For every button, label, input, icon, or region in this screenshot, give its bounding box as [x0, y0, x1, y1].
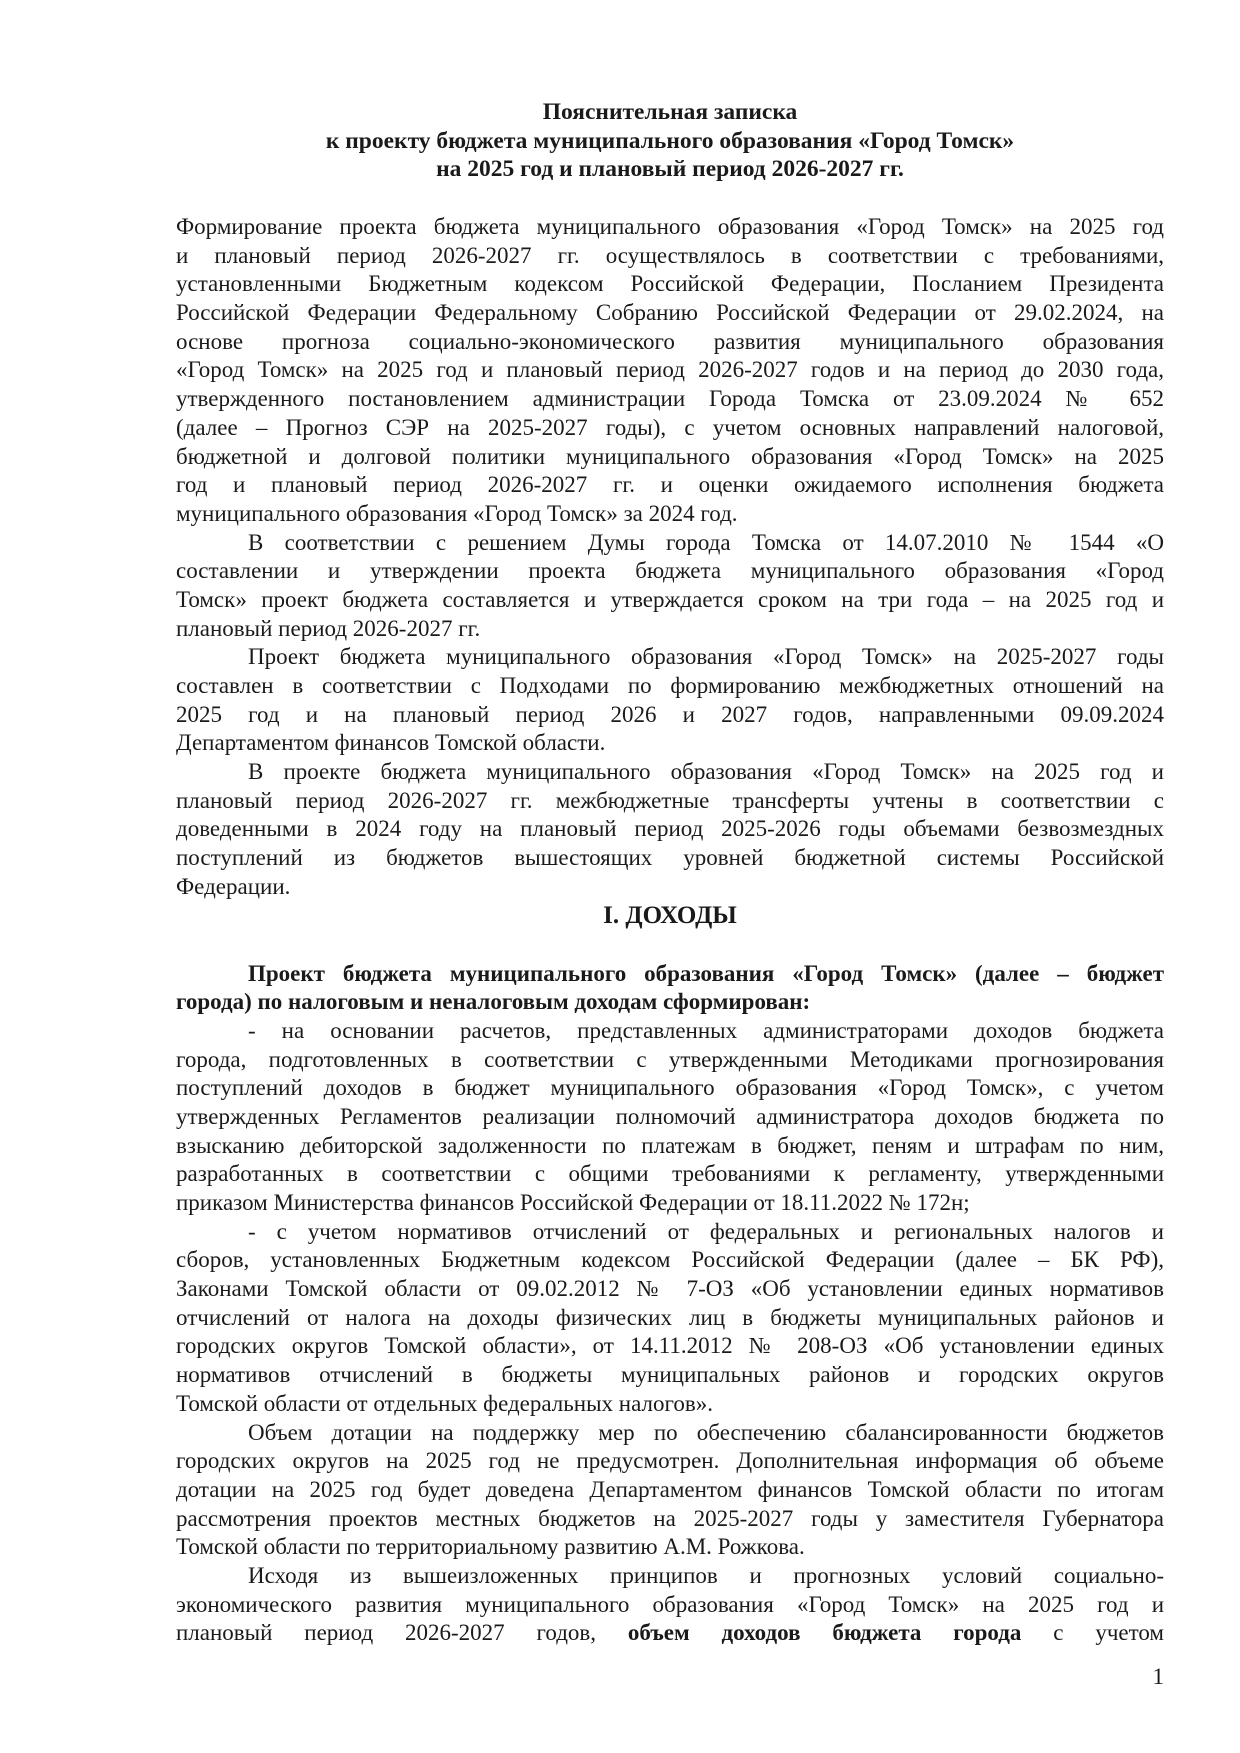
text-line: Объем дотации на поддержку мер по обеспечению сбалансированности бюджетов [248, 1419, 1164, 1445]
text-line [176, 1619, 1164, 1648]
text-line: города) по налоговым и неналоговым доходам сформирован: [176, 989, 811, 1015]
text-line: экономического развития муниципального образования «Город Томск» на 2025 год и [176, 1591, 1164, 1617]
text-line: городских округов Томской области», от 14.11.2012 № 208-ОЗ «Об установлении единых [176, 1333, 1164, 1359]
text-line: (далее – Прогноз СЭР на 2025-2027 годы), с учетом основных направлений налоговой, [176, 414, 1164, 440]
text-line: плановый период 2026-2027 гг. [176, 615, 481, 641]
text-line: утвержденных Регламентов реализации полномочий администратора доходов бюджета по [176, 1103, 1164, 1129]
text-line: рассмотрения проектов местных бюджетов на 2025-2027 годы у заместителя Губернатора [176, 1505, 1164, 1531]
text-line: Российской Федерации Федеральному Собранию Российской Федерации от 29.02.2024, на [176, 300, 1164, 326]
text-line: Формирование проекта бюджета муниципального образования «Город Томск» на 2025 год [176, 214, 1164, 239]
text-line: установленными Бюджетным кодексом Российской Федерации, Посланием Президента [176, 271, 1164, 297]
text-line: города, подготовленных в соответствии с утвержденными Методиками прогнозирования [176, 1046, 1164, 1072]
text-line: утвержденного постановлением администрации Города Томска от 23.09.2024 № 652 [176, 386, 1164, 412]
text-line: В проекте бюджета муниципального образования «Город Томск» на 2025 год и [248, 759, 1164, 785]
paragraph [176, 960, 1164, 1017]
text-line: год и плановый период 2026-2027 гг. и оценки ожидаемого исполнения бюджета [176, 472, 1164, 498]
text-line: отчислений от налога на доходы физических лиц в бюджеты муниципальных районов и [176, 1304, 1164, 1330]
paragraph [176, 1562, 1164, 1648]
text-line: - на основании расчетов, представленных администраторами доходов бюджета [248, 1017, 1164, 1043]
text-line: и плановый период 2026-2027 гг. осуществлялось в соответствии с требованиями, [176, 242, 1164, 268]
text-line: Департаментом финансов Томской области. [176, 730, 606, 756]
paragraph [176, 758, 1164, 901]
text-line: приказом Министерства финансов Российской Федерации от 18.11.2022 № 172н; [176, 1190, 970, 1215]
document-title [176, 98, 1164, 184]
paragraph [176, 1017, 1164, 1218]
text-line: поступлений доходов в бюджет муниципального образования «Город Томск», с учетом [176, 1075, 1164, 1101]
text-line: нормативов отчислений в бюджеты муниципальных районов и городских округов [176, 1362, 1164, 1388]
text-line: дотации на 2025 год будет доведена Департаментом финансов Томской области по итогам [176, 1476, 1164, 1502]
page-number: 1 [1152, 1664, 1164, 1689]
text-line: бюджетной и долговой политики муниципального образования «Город Томск» на 2025 [176, 443, 1164, 469]
text-segment: плановый период 2026-2027 годов, [176, 1620, 628, 1646]
text-segment: с учетом [1021, 1620, 1164, 1646]
title-line: к проекту бюджета муниципального образования «Город Томск» [325, 127, 1015, 154]
text-line: В соответствии с решением Думы города Томска от 14.07.2010 № 1544 «О [248, 529, 1164, 555]
text-line: плановый период 2026-2027 гг. межбюджетные трансферты учтены в соответствии с [176, 787, 1164, 813]
text-line: поступлений из бюджетов вышестоящих уровней бюджетной системы Российской [176, 845, 1164, 871]
text-line: основе прогноза социально-экономического развития муниципального образования [176, 328, 1164, 354]
text-line: 2025 год и на плановый период 2026 и 2027 годов, направленными 09.09.2024 [176, 701, 1164, 727]
paragraph [176, 1218, 1164, 1419]
text-line: Законами Томской области от 09.02.2012 № 7-ОЗ «Об установлении единых нормативов [176, 1276, 1164, 1302]
text-line: сборов, установленных Бюджетным кодексом Российской Федерации (далее – БК РФ), [176, 1247, 1164, 1273]
text-line: взысканию дебиторской задолженности по платежам в бюджет, пеням и штрафам по ним, [176, 1132, 1164, 1158]
text-line: муниципального образования «Город Томск» за 2024 год. [176, 500, 738, 526]
text-line: составлен в соответствии с Подходами по формированию межбюджетных отношений на [176, 673, 1164, 698]
paragraph [176, 213, 1164, 529]
text-line: Федерации. [176, 873, 291, 899]
text-line: Исходя из вышеизложенных принципов и прогнозных условий социально- [248, 1562, 1164, 1588]
text-line: Томск» проект бюджета составляется и утверждается сроком на три года – на 2025 год и [176, 586, 1164, 612]
text-line: «Город Томск» на 2025 год и плановый период 2026-2027 годов и на период до 2030 года, [176, 357, 1164, 383]
text-line: Проект бюджета муниципального образования «Город Томск» на 2025-2027 годы [248, 644, 1164, 670]
paragraph [176, 643, 1164, 758]
paragraph [176, 1419, 1164, 1562]
title-line: на 2025 год и плановый период 2026-2027 гг. [436, 156, 904, 183]
text-line: - с учетом нормативов отчислений от федеральных и региональных налогов и [248, 1218, 1164, 1244]
text-line: городских округов на 2025 год не предусмотрен. Дополнительная информация об объеме [176, 1448, 1164, 1474]
text-line: Томской области от отдельных федеральных налогов». [176, 1390, 713, 1416]
document-body [176, 213, 1164, 1648]
bold-text: объем доходов бюджета города [627, 1620, 1022, 1646]
text-line: Томской области по территориальному развитию А.М. Рожкова. [176, 1534, 805, 1560]
text-line: составлении и утверждении проекта бюджета муниципального образования «Город [176, 558, 1164, 584]
paragraph [176, 529, 1164, 644]
text-line: разработанных в соответствии с общими требованиями к регламенту, утвержденными [176, 1161, 1164, 1187]
text-line: Проект бюджета муниципального образования «Город Томск» (далее – бюджет [248, 960, 1164, 986]
section-heading: I. ДОХОДЫ [603, 901, 737, 929]
text-line: доведенными в 2024 году на плановый период 2025-2026 годы объемами безвозмездных [176, 816, 1164, 842]
title-line: Пояснительная записка [542, 99, 798, 125]
